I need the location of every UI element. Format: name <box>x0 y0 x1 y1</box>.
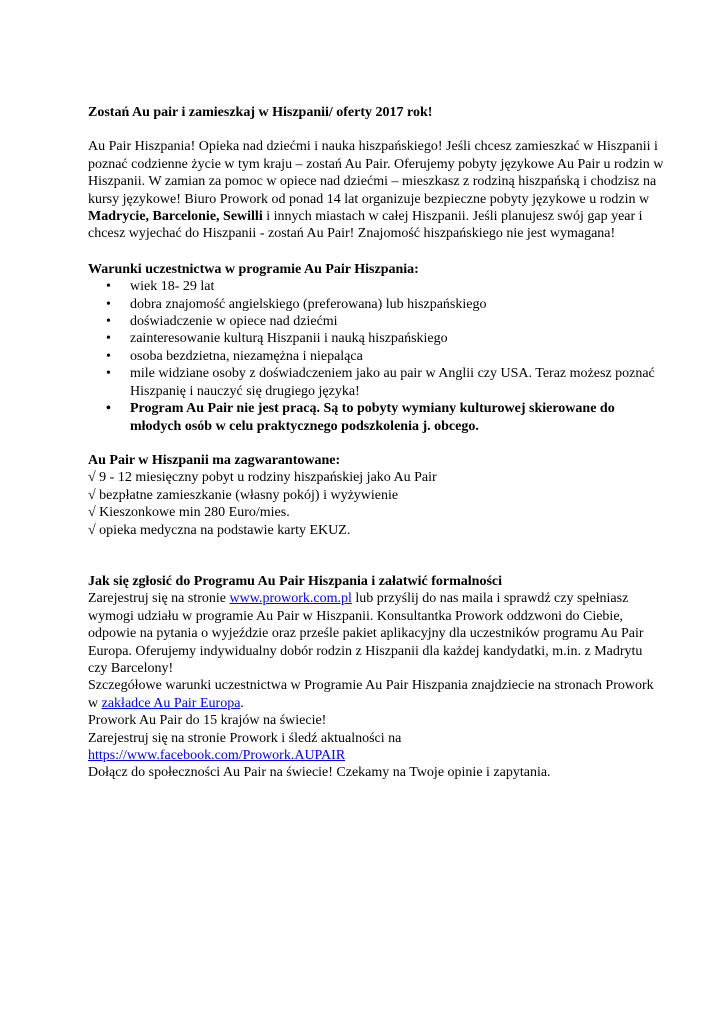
howto-text: . <box>240 695 244 711</box>
list-item-text: doświadczenie w opiece nad dziećmi <box>130 314 338 330</box>
howto-paragraph-5 <box>88 747 665 764</box>
howto-heading: Jak się zgłosić do Programu Au Pair Hiszpania i załatwić formalności <box>88 573 503 589</box>
guaranteed-section <box>88 452 665 539</box>
page-title: Zostań Au pair i zamieszkaj w Hiszpanii/ oferty 2017 rok! <box>88 105 433 120</box>
intro-text-2: i innych miastach w całej Hiszpanii. Jeśli planujesz swój gap year i chcesz wyjechać do Hiszpanii - zostań Au Pair! Znajomość hiszpańskiego nie jest wymagana! <box>88 209 643 242</box>
guaranteed-item: √ opieka medyczna na podstawie karty EKUZ. <box>88 522 351 538</box>
conditions-list <box>88 278 665 435</box>
bullet-icon: • <box>106 296 111 312</box>
list-item <box>88 313 665 330</box>
guaranteed-item: √ Kieszonkowe min 280 Euro/mies. <box>88 505 290 521</box>
intro-cities: Madrycie, Barcelonie, Sewilli <box>88 209 263 225</box>
list-item-text: osoba bezdzietna, niezamężna i niepaląca <box>130 348 363 364</box>
list-item-text: Program Au Pair nie jest pracą. Są to pobyty wymiany kulturowej skierowane do młodych osób w celu praktycznego podszkolenia j. obcego. <box>130 401 615 434</box>
howto-text: lub przyślij do nas maila i sprawdź czy spełniasz wymogi udziału w programie Au Pair w Hiszpanii. Konsultantka Prowork oddzwoni do Ciebie, odpowie na pytania o wyjeździe oraz prześle pakiet aplikacyjny dla uczestników programu Au Pair Europa. Oferujemy indywidualny dobór rodzin z Hiszpanii dla każdej kandydatki, m.in. z Madrytu czy Barcelony! <box>88 591 644 676</box>
list-item-text: mile widziane osoby z doświadczeniem jako au pair w Anglii czy USA. Teraz możesz poznać Hiszpanię i nauczyć się drugiego języka! <box>130 366 655 399</box>
list-item <box>88 365 665 400</box>
bullet-icon: • <box>106 366 111 382</box>
guaranteed-item: √ 9 - 12 miesięczny pobyt u rodziny hiszpańskiej jako Au Pair <box>88 470 437 486</box>
howto-paragraph-4: Zarejestruj się na stronie Prowork i śledź aktualności na <box>88 730 402 746</box>
list-item <box>88 330 665 347</box>
list-item-bold <box>88 400 665 435</box>
guaranteed-heading: Au Pair w Hiszpanii ma zagwarantowane: <box>88 452 341 468</box>
bullet-icon: • <box>106 279 111 295</box>
prowork-website-link[interactable]: www.prowork.com.pl <box>229 591 352 607</box>
intro-text-1: Au Pair Hiszpania! Opieka nad dziećmi i nauka hiszpańskiego! Jeśli chcesz zamieszkać w Hiszpanii i poznać codzienne życie w tym kraju – zostań Au Pair. Oferujemy pobyty językowe Au Pair u rodzin w Hiszpanii. W zamian za pomoc w opiece nad dziećmi – mieszkasz z rodziną hiszpańską i chodzisz na kursy językowe! Biuro Prowork od ponad 14 lat organizuje bezpieczne pobyty językowe u rodzin w <box>88 139 664 207</box>
conditions-heading: Warunki uczestnictwa w programie Au Pair Hiszpania: <box>88 261 419 277</box>
au-pair-europa-link[interactable]: zakładce Au Pair Europa <box>101 695 241 711</box>
bullet-icon: • <box>106 401 111 417</box>
guaranteed-item: √ bezpłatne zamieszkanie (własny pokój) i wyżywienie <box>88 487 399 503</box>
list-item <box>88 278 665 295</box>
howto-text: Zarejestruj się na stronie <box>88 591 230 607</box>
howto-paragraph-1 <box>88 590 665 677</box>
howto-section <box>88 573 665 782</box>
list-item-text: dobra znajomość angielskiego (preferowana) lub hiszpańskiego <box>130 296 487 312</box>
howto-paragraph-6: Dołącz do społeczności Au Pair na świecie! Czekamy na Twoje opinie i zapytania. <box>88 765 551 781</box>
bullet-icon: • <box>106 348 111 364</box>
howto-paragraph-3: Prowork Au Pair do 15 krajów na świecie! <box>88 713 327 729</box>
list-item-text: wiek 18- 29 lat <box>130 279 215 295</box>
howto-text: Szczegółowe warunki uczestnictwa w Programie Au Pair Hiszpania znajdziecie na stronach Prowork w <box>88 678 654 711</box>
bullet-icon: • <box>106 331 111 347</box>
bullet-icon: • <box>106 314 111 330</box>
list-item-text: zainteresowanie kulturą Hiszpanii i nauką hiszpańskiego <box>130 331 448 347</box>
facebook-link[interactable]: https://www.facebook.com/Prowork.AUPAIR <box>88 748 346 763</box>
howto-paragraph-2 <box>88 677 665 712</box>
list-item <box>88 348 665 365</box>
list-item <box>88 296 665 313</box>
intro-paragraph <box>88 138 665 242</box>
